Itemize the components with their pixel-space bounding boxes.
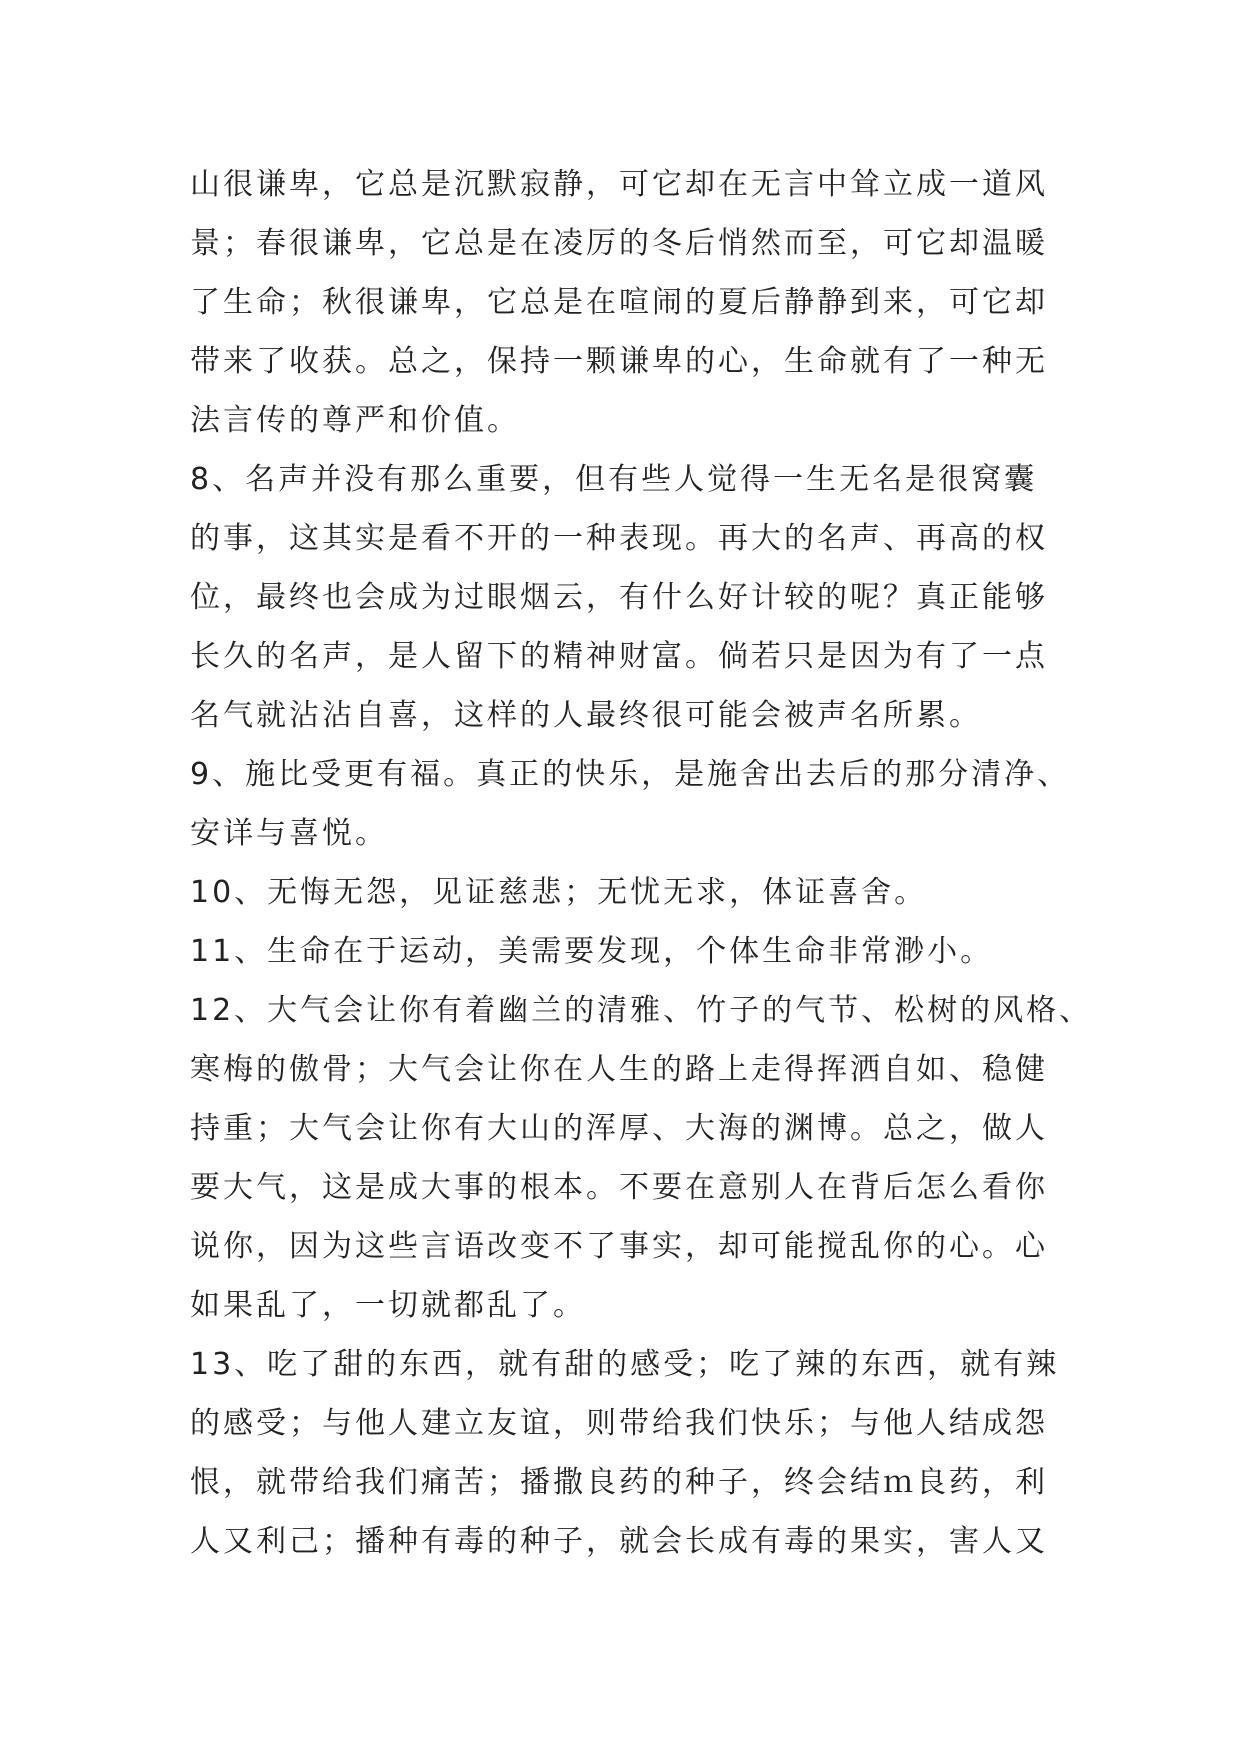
text-line: 12、大气会让你有着幽兰的清雅、竹子的气节、松树的风格、: [190, 993, 1093, 1028]
text-line: 长久的名声，是人留下的精神财富。倘若只是因为有了一点: [190, 639, 1048, 674]
text-line: 名气就沾沾自喜，这样的人最终很可能会被声名所累。: [190, 698, 982, 733]
text-line: 如果乱了，一切就都乱了。: [190, 1288, 586, 1323]
text-line: 寒梅的傲骨；大气会让你在人生的路上走得挥洒自如、稳健: [190, 1052, 1048, 1087]
text-line: 景；春很谦卑，它总是在凌厉的冬后悄然而至，可它却温暖: [190, 226, 1048, 261]
document-body: [190, 155, 1093, 1571]
text-line: 山很谦卑，它总是沉默寂静，可它却在无言中耸立成一道风: [190, 167, 1048, 202]
text-line: 说你，因为这些言语改变不了事实，却可能搅乱你的心。心: [190, 1229, 1048, 1264]
text-line: 的事，这其实是看不开的一种表现。再大的名声、再高的权: [190, 521, 1048, 556]
text-line: 持重；大气会让你有大山的浑厚、大海的渊博。总之，做人: [190, 1111, 1048, 1146]
text-line: 安详与喜悦。: [190, 816, 388, 851]
text-line: 法言传的尊严和价值。: [190, 403, 520, 438]
text-line: 13、吃了甜的东西，就有甜的感受；吃了辣的东西，就有辣: [190, 1347, 1060, 1382]
text-line: 8、名声并没有那么重要，但有些人觉得一生无名是很窝囊: [190, 462, 1038, 497]
text-line: 11、生命在于运动，美需要发现，个体生命非常渺小。: [190, 934, 994, 969]
text-line: 9、施比受更有福。真正的快乐，是施舍出去后的那分清净、: [190, 757, 1071, 792]
text-line: 位，最终也会成为过眼烟云，有什么好计较的呢？真正能够: [190, 580, 1048, 615]
text-line: 了生命；秋很谦卑，它总是在喧闹的夏后静静到来，可它却: [190, 285, 1048, 320]
text-line: 恨，就带给我们痛苦；播撒良药的种子，终会结ｍ良药，利: [190, 1465, 1048, 1500]
text-line: 要大气，这是成大事的根本。不要在意别人在背后怎么看你: [190, 1170, 1048, 1205]
text-line: 带来了收获。总之，保持一颗谦卑的心，生命就有了一种无: [190, 344, 1048, 379]
text-line: 的感受；与他人建立友谊，则带给我们快乐；与他人结成怨: [190, 1406, 1048, 1441]
text-line: 10、无悔无怨，见证慈悲；无忧无求，体证喜舍。: [190, 875, 928, 910]
text-line: 人又利己；播种有毒的种子，就会长成有毒的果实，害人又: [190, 1524, 1048, 1559]
